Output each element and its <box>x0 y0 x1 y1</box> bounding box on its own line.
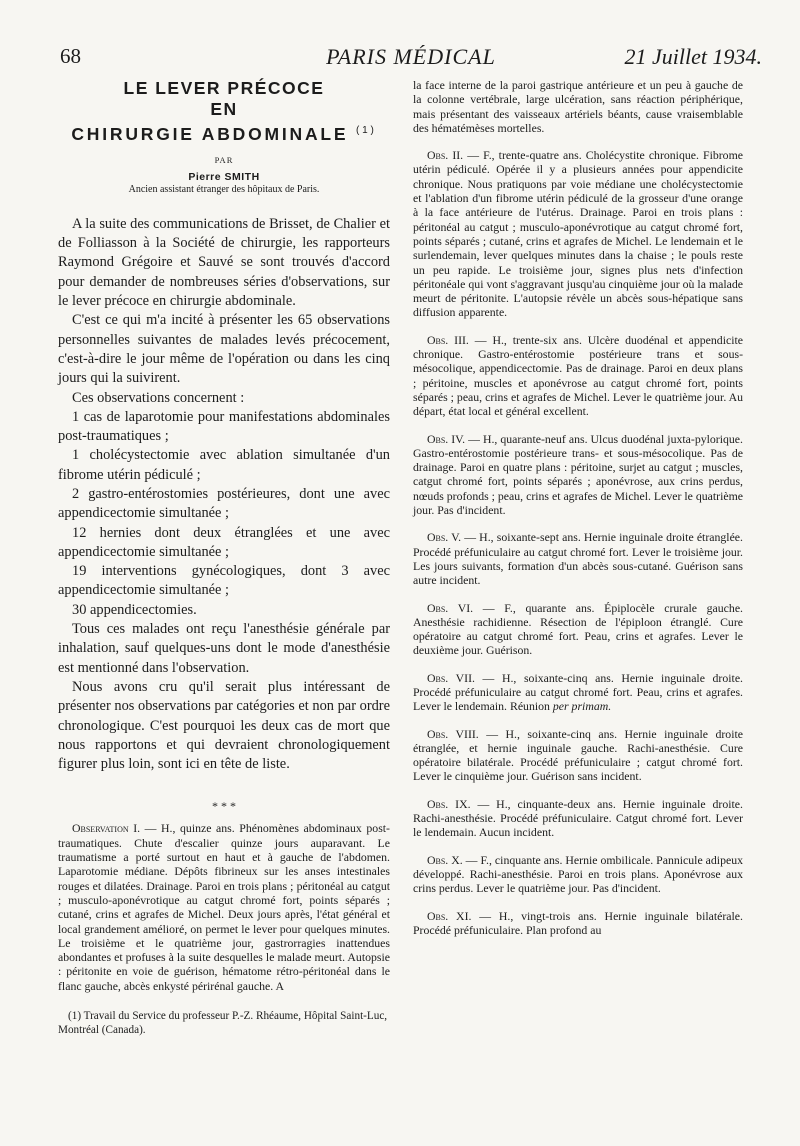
title-footnote-mark: (1) <box>356 125 377 136</box>
title-line-3-text: CHIRURGIE ABDOMINALE <box>71 123 349 144</box>
observation-text: — H., quinze ans. Phénomènes abdominaux post-traumatiques. Chute d'escalier quinze jours auparavant. Le traumatisme a porté surtout en haut et à gauche de l'abdomen. Laparotomie médiane. Dépôts fibrineux sur les anses intestinales rouges et dilatées. Drainage. Paroi en trois plans ; péritonéal au catgut ; musculo-aponévrotique au catgut chromé fort, points séparés ; cutané, crins et agrafes de Michel. Deux jours après, l'état général et local grandement amélioré, on permet le lever pour quelques minutes. Le troisième et le quatrième jour, gastrorragies inattendues abondantes et profuses à la suite desquelles le malade meurt. Autopsie : péritonite en voie de guérison, hématome rétro-péritonéal dans le flanc gauche, abcès enkysté périrénal gauche. A <box>58 821 390 993</box>
list-item: 1 cas de laparotomie pour manifestations abdominales post-traumatiques ; <box>58 408 390 445</box>
observation-4 <box>413 432 743 518</box>
observation-text: — H., soixante-sept ans. Hernie inguinale droite étranglée. Procédé préfuniculaire au catgut chromé fort. Lever le troisième jour. Les jours suivants, formation d'un abcès sous-cutané. Guérison sans autre incident. <box>413 530 743 588</box>
intro-paragraph-4: Tous ces malades ont reçu l'anesthésie générale par inhalation, sauf quelques-uns dont le mode d'anesthésie est mentionné dans l'observation. <box>58 621 390 676</box>
observation-label: Obs. VI. <box>427 600 474 615</box>
observation-label: Obs. XI. <box>427 908 472 923</box>
right-column <box>413 78 743 950</box>
observation-text: la face interne de la paroi gastrique antérieure et un peu à gauche de la colonne vertébrale, large ulcération, sans réaction périphérique, mais présentant des vaisseaux artériels béants, cause vraisemblable des hématémèses mortelles. <box>413 78 743 135</box>
observation-10 <box>413 853 743 896</box>
section-separator: * * * <box>212 799 236 814</box>
title-line-1: LE LEVER PRÉCOCE <box>123 78 325 98</box>
title-line-3 <box>58 120 390 145</box>
observation-label: Obs. IV. <box>427 431 466 446</box>
observation-label: Obs. IX. <box>427 796 471 811</box>
observation-7 <box>413 671 743 714</box>
observation-label: Obs. III. <box>427 332 469 347</box>
list-item: 19 interventions gynécologiques, dont 3 avec appendicectomie simultanée ; <box>58 563 390 599</box>
intro-paragraph-1: A la suite des communications de Brisset, de Chalier et de Folliasson à la Société de chirurgie, les rapporteurs Raymond Grégoire et Sauvé se sont trouvés d'accord pour demander de nombreuses séries d'observations, sur le lever précoce en chirurgie abdominale. <box>58 215 390 310</box>
title-line-2: EN <box>210 99 238 119</box>
list-item: 30 appendicectomies. <box>72 601 197 618</box>
observation-3 <box>413 333 743 419</box>
observation-label: Observation I. <box>72 821 141 836</box>
intro-paragraph-2: C'est ce qui m'a incité à présenter les 65 observations personnelles suivantes de malades levés précocement, c'est-à-dire le jour même de l'opération ou dans les cinq jours qui la suivirent. <box>58 312 390 387</box>
footnote: (1) Travail du Service du professeur P.-Z. Rhéaume, Hôpital Saint-Luc, Montréal (Canada). <box>58 1010 388 1036</box>
observation-text: — F., cinquante ans. Hernie ombilicale. Pannicule adipeux développé. Rachi-anesthésie. Paroi en trois plans. Aponévrose aux crins perdus. Lever le quatrième jour. Pas d'incident. <box>413 852 744 896</box>
observation-5 <box>413 530 743 587</box>
observation-text: — H., vingt-trois ans. Hernie inguinale bilatérale. Procédé préfuniculaire. Plan profond au <box>413 908 743 937</box>
observation-text: — H., trente-six ans. Ulcère duodénal et appendicite chronique. Gastro-entérostomie postérieure trans et sous-mésocolique, appendicectomie. Pas de drainage. Paroi en deux plans ; péritoine, muscles et aponévrose au catgut chromé fort, points séparés ; peau, crins et agrafes de Michel. Lever le quatrième jour. Au départ, état local et général excellent. <box>413 332 744 419</box>
author-name: Pierre SMITH <box>188 170 260 183</box>
observation-label: Obs. V. <box>427 530 462 545</box>
observation-text: — F., trente-quatre ans. Cholécystite chronique. Fibrome utérin pédiculé. Opérée il y a plusieurs années pour appendicite chronique. Nous pratiquons par voie médiane une cholécystectomie et l'ablation d'un fibrome utérin pédiculé de la grosseur d'une orange à la face antérieure de l'utérus. Drainage. Paroi en trois plans : péritonéal au catgut ; musculo-aponévrotique au catgut chromé fort, points séparés ; cutané, crins et agrafes de Michel. Le lendemain et le surlendemain, lever quelques minutes dans la chaise ; le pouls reste un peu rapide. Le troisième jour, signes plus nets d'infection péritonéale qui vont s'aggravant jusqu'au cinquième jour où la malade meurt de péritonite. L'autopsie révèle un abcès sous-hépatique sans diffusion apparente. <box>413 148 743 320</box>
observation-2 <box>413 148 743 320</box>
observation-1-continued <box>413 78 743 135</box>
list-item: 12 hernies dont deux étranglées et une avec appendicectomie simultanée ; <box>58 524 390 560</box>
page-number: 68 <box>60 44 81 68</box>
author-affiliation: Ancien assistant étranger des hôpitaux de Paris. <box>128 183 320 195</box>
observation-label: Obs. X. <box>427 852 463 867</box>
observation-6 <box>413 601 743 658</box>
observation-label: Obs. VIII. <box>427 726 479 741</box>
observation-text: — F., quarante ans. Épiplocèle crurale gauche. Anesthésie rachidienne. Résection de l'épiploon étranglé. Cure opératoire au catgut chromé fort. Peau, crins et agrafes. Lever le deuxième jour. Guérison. <box>413 600 743 658</box>
observation-9 <box>413 797 743 840</box>
observation-8 <box>413 727 743 784</box>
list-item: 1 cholécystectomie avec ablation simultanée d'un fibrome utérin pédiculé ; <box>58 447 390 483</box>
observation-text: — H., cinquante-deux ans. Hernie inguinale droite. Rachi-anesthésie. Procédé préfuniculaire. Catgut chromé fort. Lever le lendemain. Aucun incident. <box>413 796 743 840</box>
observation-text: — H., soixante-cinq ans. Hernie inguinale droite étranglée, et hernie inguinale gauche. Rachi-anesthésie. Cure opératoire bilatérale. Procédé préfuniculaire ; catgut chromé fort. Lever le cinquième jour. Guérison sans incident. <box>413 726 743 784</box>
observation-label: Obs. II. <box>427 148 464 163</box>
intro-body <box>58 215 390 775</box>
observation-text: — H., quarante-neuf ans. Ulcus duodénal juxta-pylorique. Gastro-entérostomie postérieure trans- et sous-mésocolique. Pas de drainage. Paroi en quatre plans : péritoine, surjet au catgut ; muscles, catgut chromé fort, points séparés ; aponévrose, aux crins perdus, nœuds profonds ; peau, crins et agrafes de Michel. Lever le quatrième jour. Pas d'incident. <box>413 431 743 518</box>
left-column <box>58 78 390 1037</box>
observation-label: Obs. VII. <box>427 670 475 685</box>
issue-date: 21 Juillet 1934. <box>624 44 762 69</box>
intro-paragraph-3: Ces observations concernent : <box>72 389 245 406</box>
byline-par: PAR <box>214 154 234 165</box>
observation-italic: per primam. <box>552 699 612 714</box>
list-item: 2 gastro-entérostomies postérieures, dont une avec appendicectomie simultanée ; <box>58 485 390 522</box>
article-title <box>58 78 390 145</box>
observation-1 <box>58 821 390 993</box>
observation-11 <box>413 909 743 938</box>
observation-text: — H., soixante-cinq ans. Hernie inguinale droite. Procédé préfuniculaire au catgut chromé fort. Peau, crins et agrafes. Lever le lendemain. Réunion <box>413 670 743 714</box>
journal-title: PARIS MÉDICAL <box>326 44 496 69</box>
page-header <box>60 44 762 72</box>
intro-paragraph-5: Nous avons cru qu'il serait plus intéressant de présenter nos observations par catégories et non par ordre chronologique. C'est pourquoi les deux cas de mort que nous rapportons et qui devraient chronologiquement figurer plus loin, sont ici en tête de liste. <box>58 678 390 773</box>
